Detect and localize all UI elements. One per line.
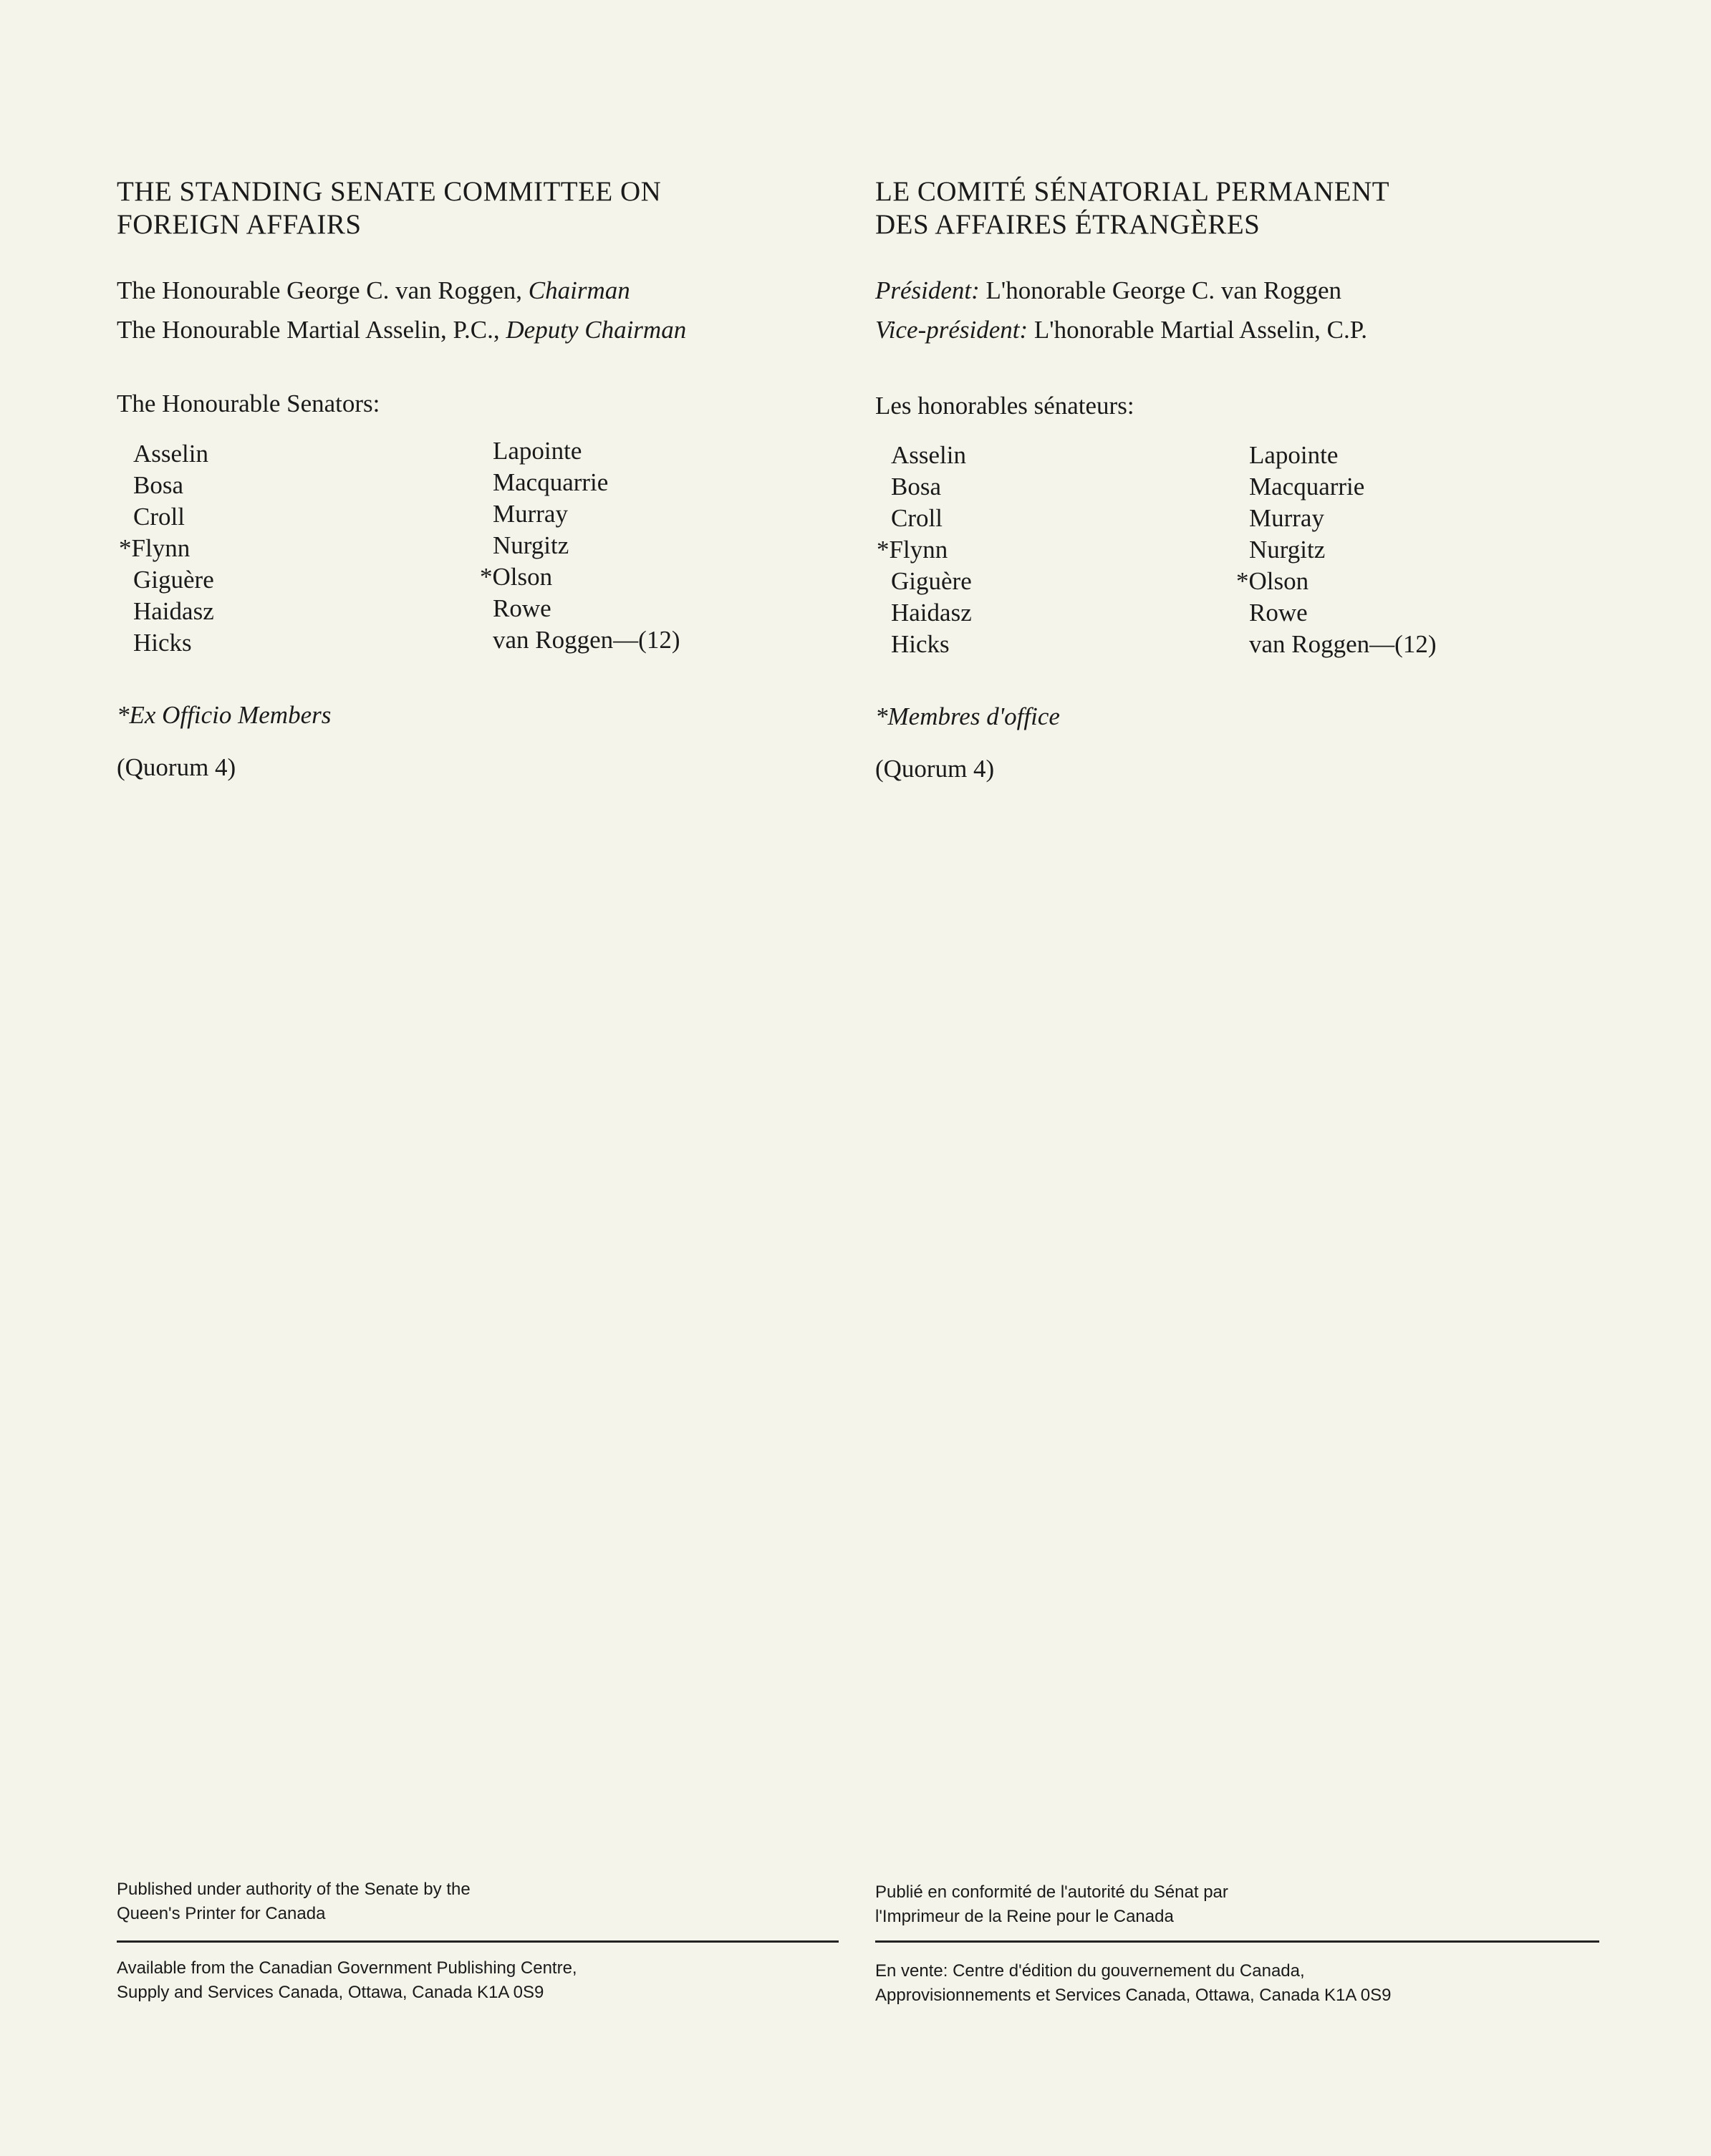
member-name: van Roggen—(12) (493, 626, 680, 654)
member-name: Murray (493, 500, 568, 528)
deputy-chairman-line (875, 315, 1367, 345)
publisher-line: Published under authority of the Senate by the (117, 1880, 471, 1899)
member-name: Bosa (133, 471, 183, 499)
member-name: Lapointe (1249, 441, 1339, 469)
member-name: *Olson (480, 563, 553, 591)
divider (875, 1940, 1599, 1943)
heading-line: LE COMITÉ SÉNATORIAL PERMANENT (875, 176, 1390, 207)
member-name: Hicks (891, 630, 950, 658)
availability-line: Approvisionnements et Services Canada, Ottawa, Canada K1A 0S9 (875, 1986, 1392, 2005)
publisher-note (117, 1877, 471, 1926)
chairman-role: Président: (875, 276, 980, 304)
chairman-name: L'honorable George C. van Roggen (979, 276, 1342, 304)
member-name: Lapointe (493, 437, 582, 465)
publisher-note (875, 1880, 1228, 1929)
member-name: van Roggen—(12) (1249, 630, 1437, 658)
publisher-line: l'Imprimeur de la Reine pour le Canada (875, 1907, 1174, 1926)
deputy-chairman-name: The Honourable Martial Asselin, P.C., (117, 316, 506, 344)
member-name: *Flynn (119, 534, 191, 562)
heading-line: DES AFFAIRES ÉTRANGÈRES (875, 209, 1261, 240)
ex-officio-note: *Membres d'office (875, 702, 1060, 730)
availability-note (875, 1959, 1391, 2008)
chairman-line (875, 276, 1341, 306)
senators-label: Les honorables sénateurs: (875, 392, 1134, 420)
member-name: Rowe (493, 594, 551, 622)
member-name: Murray (1249, 504, 1324, 532)
member-name: Croll (891, 504, 943, 532)
heading-line: FOREIGN AFFAIRS (117, 209, 362, 240)
publisher-line: Publié en conformité de l'autorité du Sénat par (875, 1882, 1228, 1902)
member-name: Bosa (891, 473, 941, 501)
deputy-chairman-role: Vice-président: (875, 316, 1028, 344)
members-column-2 (1236, 440, 1437, 660)
member-name: *Olson (1236, 567, 1309, 595)
publisher-line: Queen's Printer for Canada (117, 1904, 326, 1923)
members-column-1 (877, 440, 972, 660)
quorum-note: (Quorum 4) (117, 753, 236, 781)
member-name: Nurgitz (493, 531, 569, 559)
senators-label: The Honourable Senators: (117, 390, 380, 417)
chairman-name: The Honourable George C. van Roggen, (117, 276, 529, 304)
member-name: Macquarrie (493, 468, 609, 496)
members-column-1 (119, 438, 214, 659)
member-name: Giguère (891, 567, 972, 595)
member-name: Haidasz (133, 597, 214, 625)
member-name: *Flynn (877, 536, 948, 564)
member-name: Asselin (133, 440, 208, 468)
availability-note (117, 1956, 577, 2005)
committee-heading (875, 175, 1389, 241)
member-name: Asselin (891, 441, 966, 469)
chairman-role: Chairman (528, 276, 630, 304)
member-name: Haidasz (891, 599, 972, 627)
member-name: Croll (133, 503, 185, 531)
availability-line: Supply and Services Canada, Ottawa, Canada K1A 0S9 (117, 1983, 544, 2002)
availability-line: Available from the Canadian Government Publishing Centre, (117, 1958, 577, 1978)
members-column-2 (480, 435, 680, 656)
divider (117, 1940, 839, 1943)
heading-line: THE STANDING SENATE COMMITTEE ON (117, 176, 662, 207)
member-name: Nurgitz (1249, 536, 1326, 564)
member-name: Giguère (133, 566, 214, 594)
ex-officio-note: *Ex Officio Members (117, 701, 332, 729)
deputy-chairman-line (117, 315, 686, 345)
member-name: Macquarrie (1249, 473, 1365, 501)
member-name: Hicks (133, 629, 192, 657)
availability-line: En vente: Centre d'édition du gouvernement du Canada, (875, 1961, 1305, 1981)
chairman-line (117, 276, 630, 306)
deputy-chairman-name: L'honorable Martial Asselin, C.P. (1028, 316, 1368, 344)
deputy-chairman-role: Deputy Chairman (506, 316, 687, 344)
member-name: Rowe (1249, 599, 1308, 627)
quorum-note: (Quorum 4) (875, 755, 995, 783)
committee-heading (117, 175, 661, 241)
